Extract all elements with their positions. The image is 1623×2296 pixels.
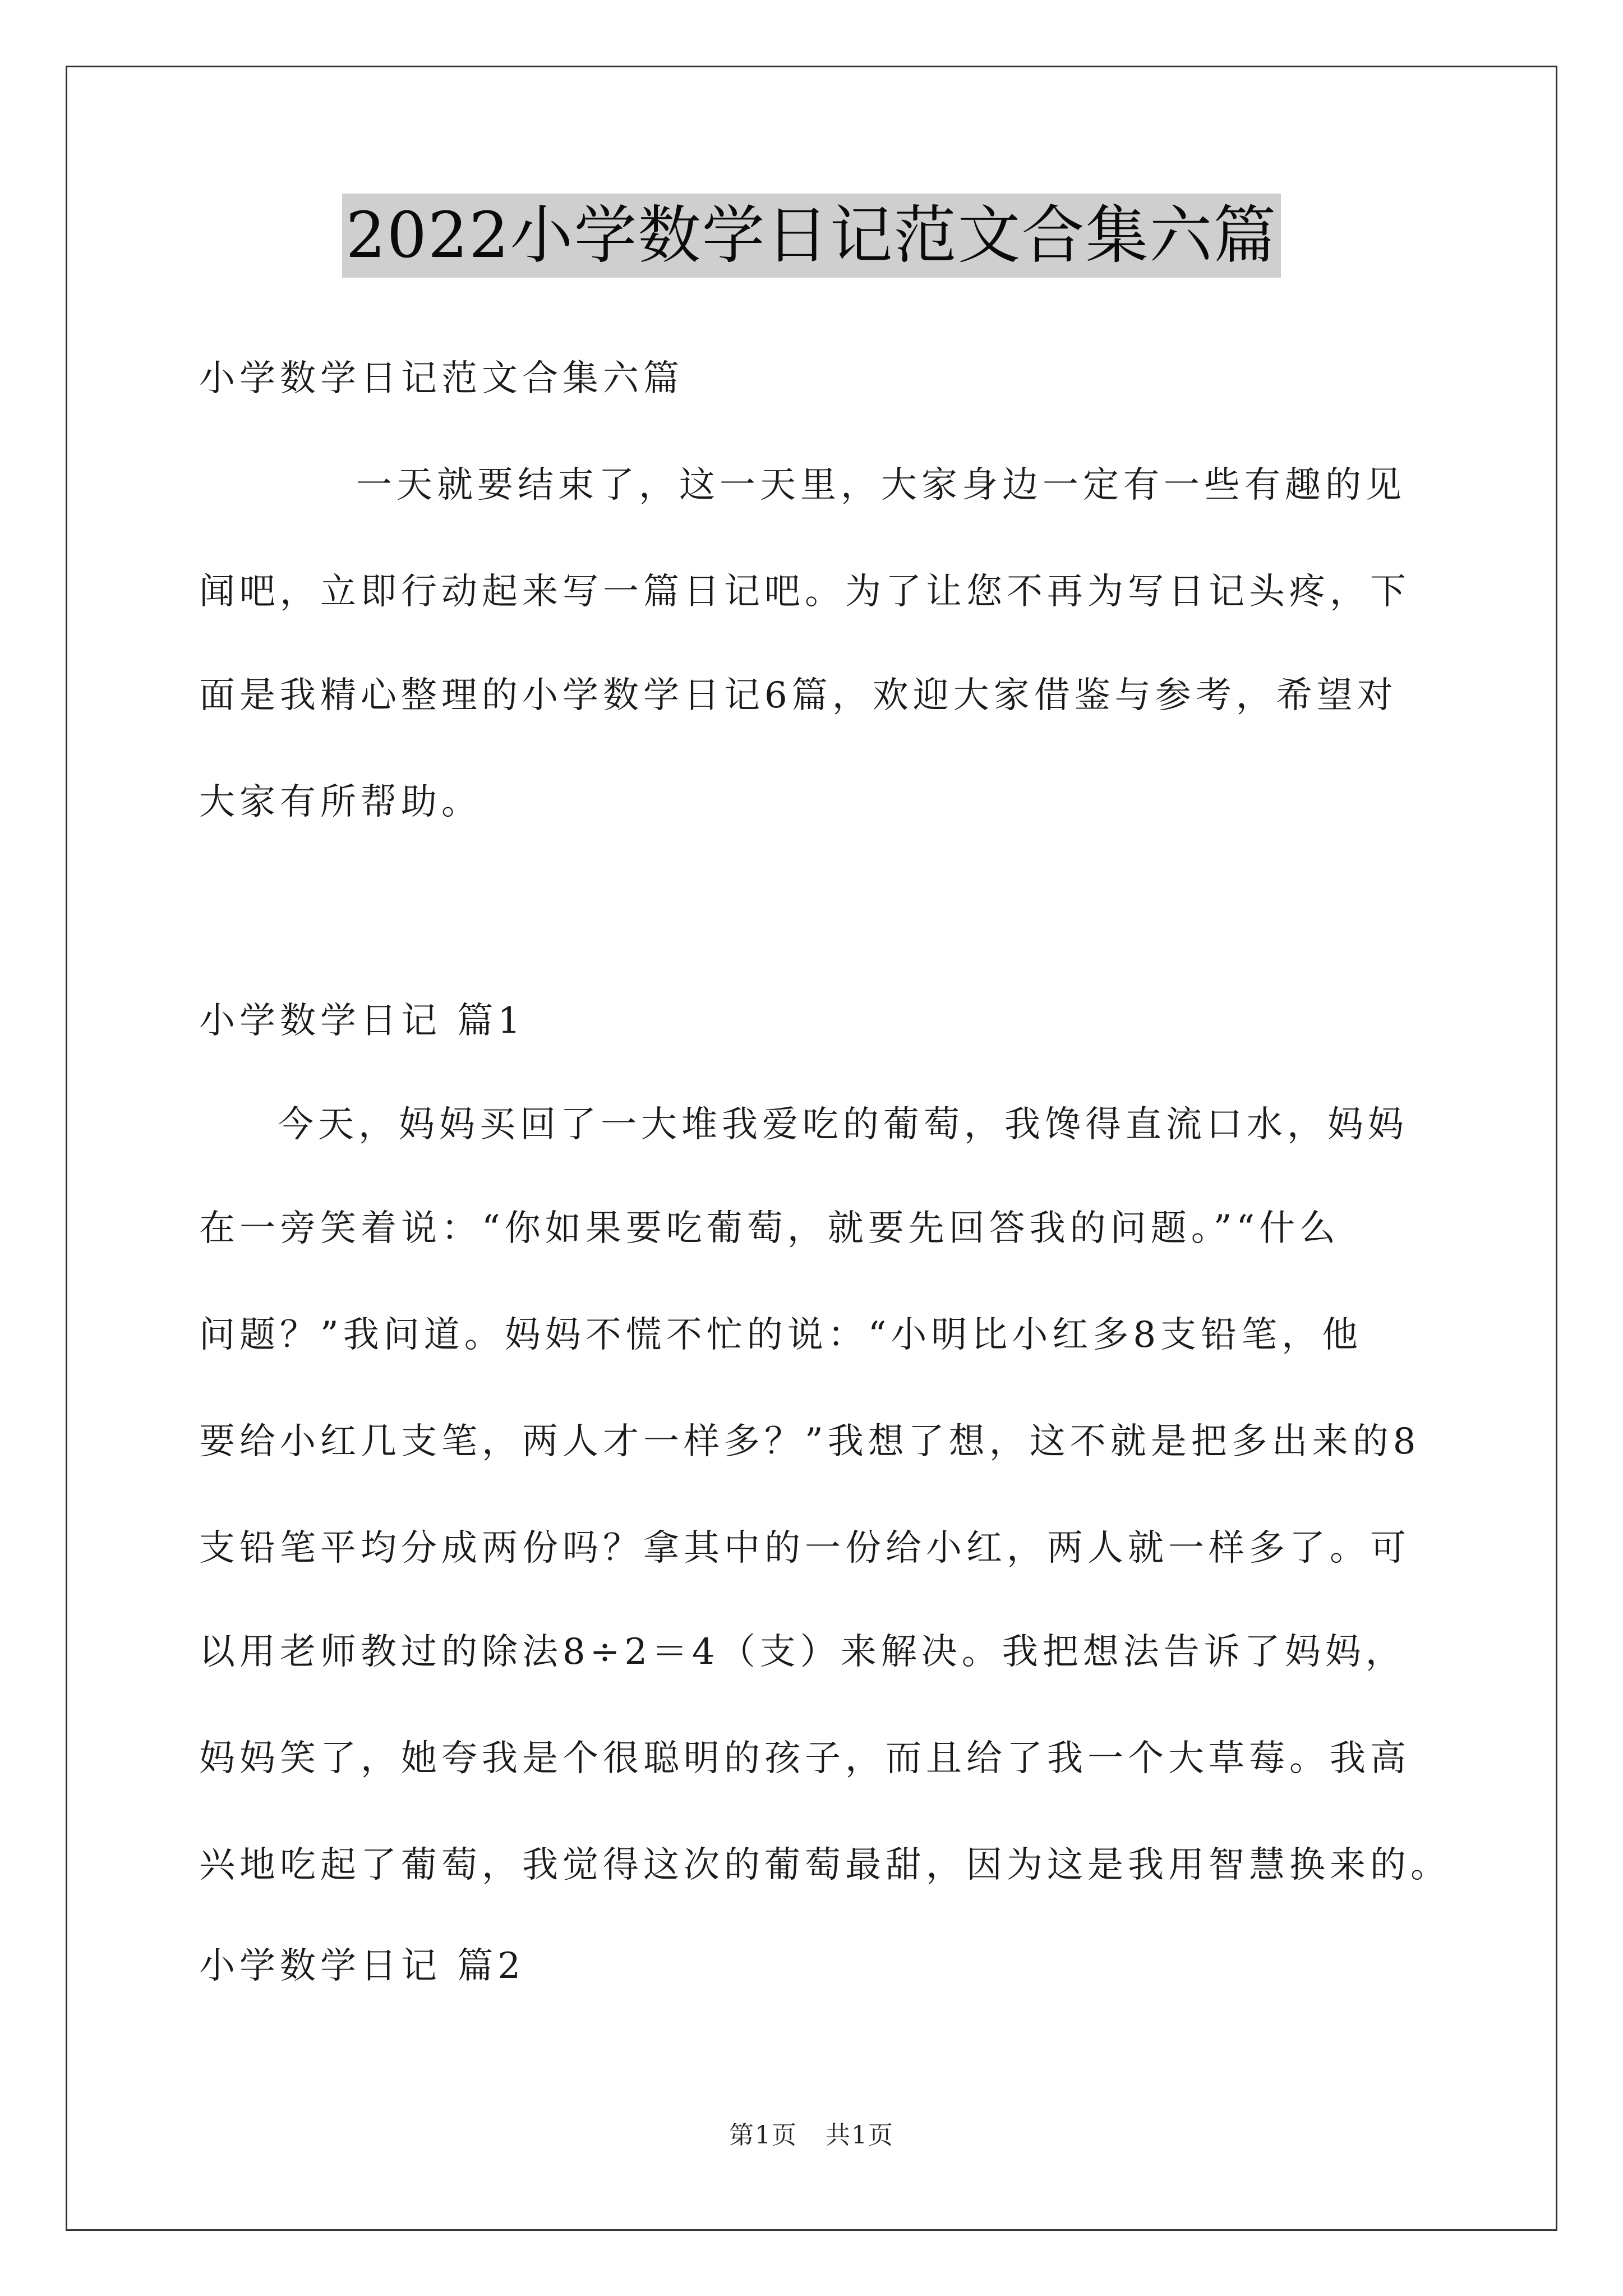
section-1-line-4: 要给小红几支笔，两人才一样多？”我想了想，这不就是把多出来的8 <box>199 1421 1421 1462</box>
page-total: 共1页 <box>826 2121 894 2150</box>
intro-line-2: 闻吧，立即行动起来写一篇日记吧。为了让您不再为写日记头疼，下 <box>199 571 1410 613</box>
document-title <box>0 194 1623 278</box>
section-1-line-1: 今天，妈妈买回了一大堆我爱吃的葡萄，我馋得直流口水，妈妈 <box>278 1104 1408 1145</box>
page-number: 第1页 <box>729 2121 797 2150</box>
section-1-line-3: 问题？”我问道。妈妈不慌不忙的说：“小明比小红多8支铅笔，他 <box>199 1314 1363 1356</box>
intro-line-1: 一天就要结束了，这一天里，大家身边一定有一些有趣的见 <box>356 464 1406 506</box>
document-subtitle: 小学数学日记范文合集六篇 <box>199 358 684 399</box>
section-1-heading: 小学数学日记 篇1 <box>199 1000 525 1042</box>
intro-line-4: 大家有所帮助。 <box>199 781 482 823</box>
section-2-heading: 小学数学日记 篇2 <box>199 1945 525 1987</box>
section-1-line-6: 以用老师教过的除法8÷2＝4（支）来解决。我把想法告诉了妈妈， <box>199 1631 1406 1673</box>
section-1-line-5: 支铅笔平均分成两份吗？拿其中的一份给小红，两人就一样多了。可 <box>199 1527 1410 1569</box>
document-title-text: 2022小学数学日记范文合集六篇 <box>342 194 1280 278</box>
section-1-line-7: 妈妈笑了，她夸我是个很聪明的孩子，而且给了我一个大草莓。我高 <box>199 1738 1410 1779</box>
page-footer <box>0 2115 1623 2151</box>
section-1-line-2: 在一旁笑着说：“你如果要吃葡萄，就要先回答我的问题。”“什么 <box>199 1208 1340 1249</box>
section-1-line-8: 兴地吃起了葡萄，我觉得这次的葡萄最甜，因为这是我用智慧换来的。 <box>199 1844 1451 1886</box>
intro-line-3: 面是我精心整理的小学数学日记6篇，欢迎大家借鉴与参考，希望对 <box>199 675 1398 716</box>
